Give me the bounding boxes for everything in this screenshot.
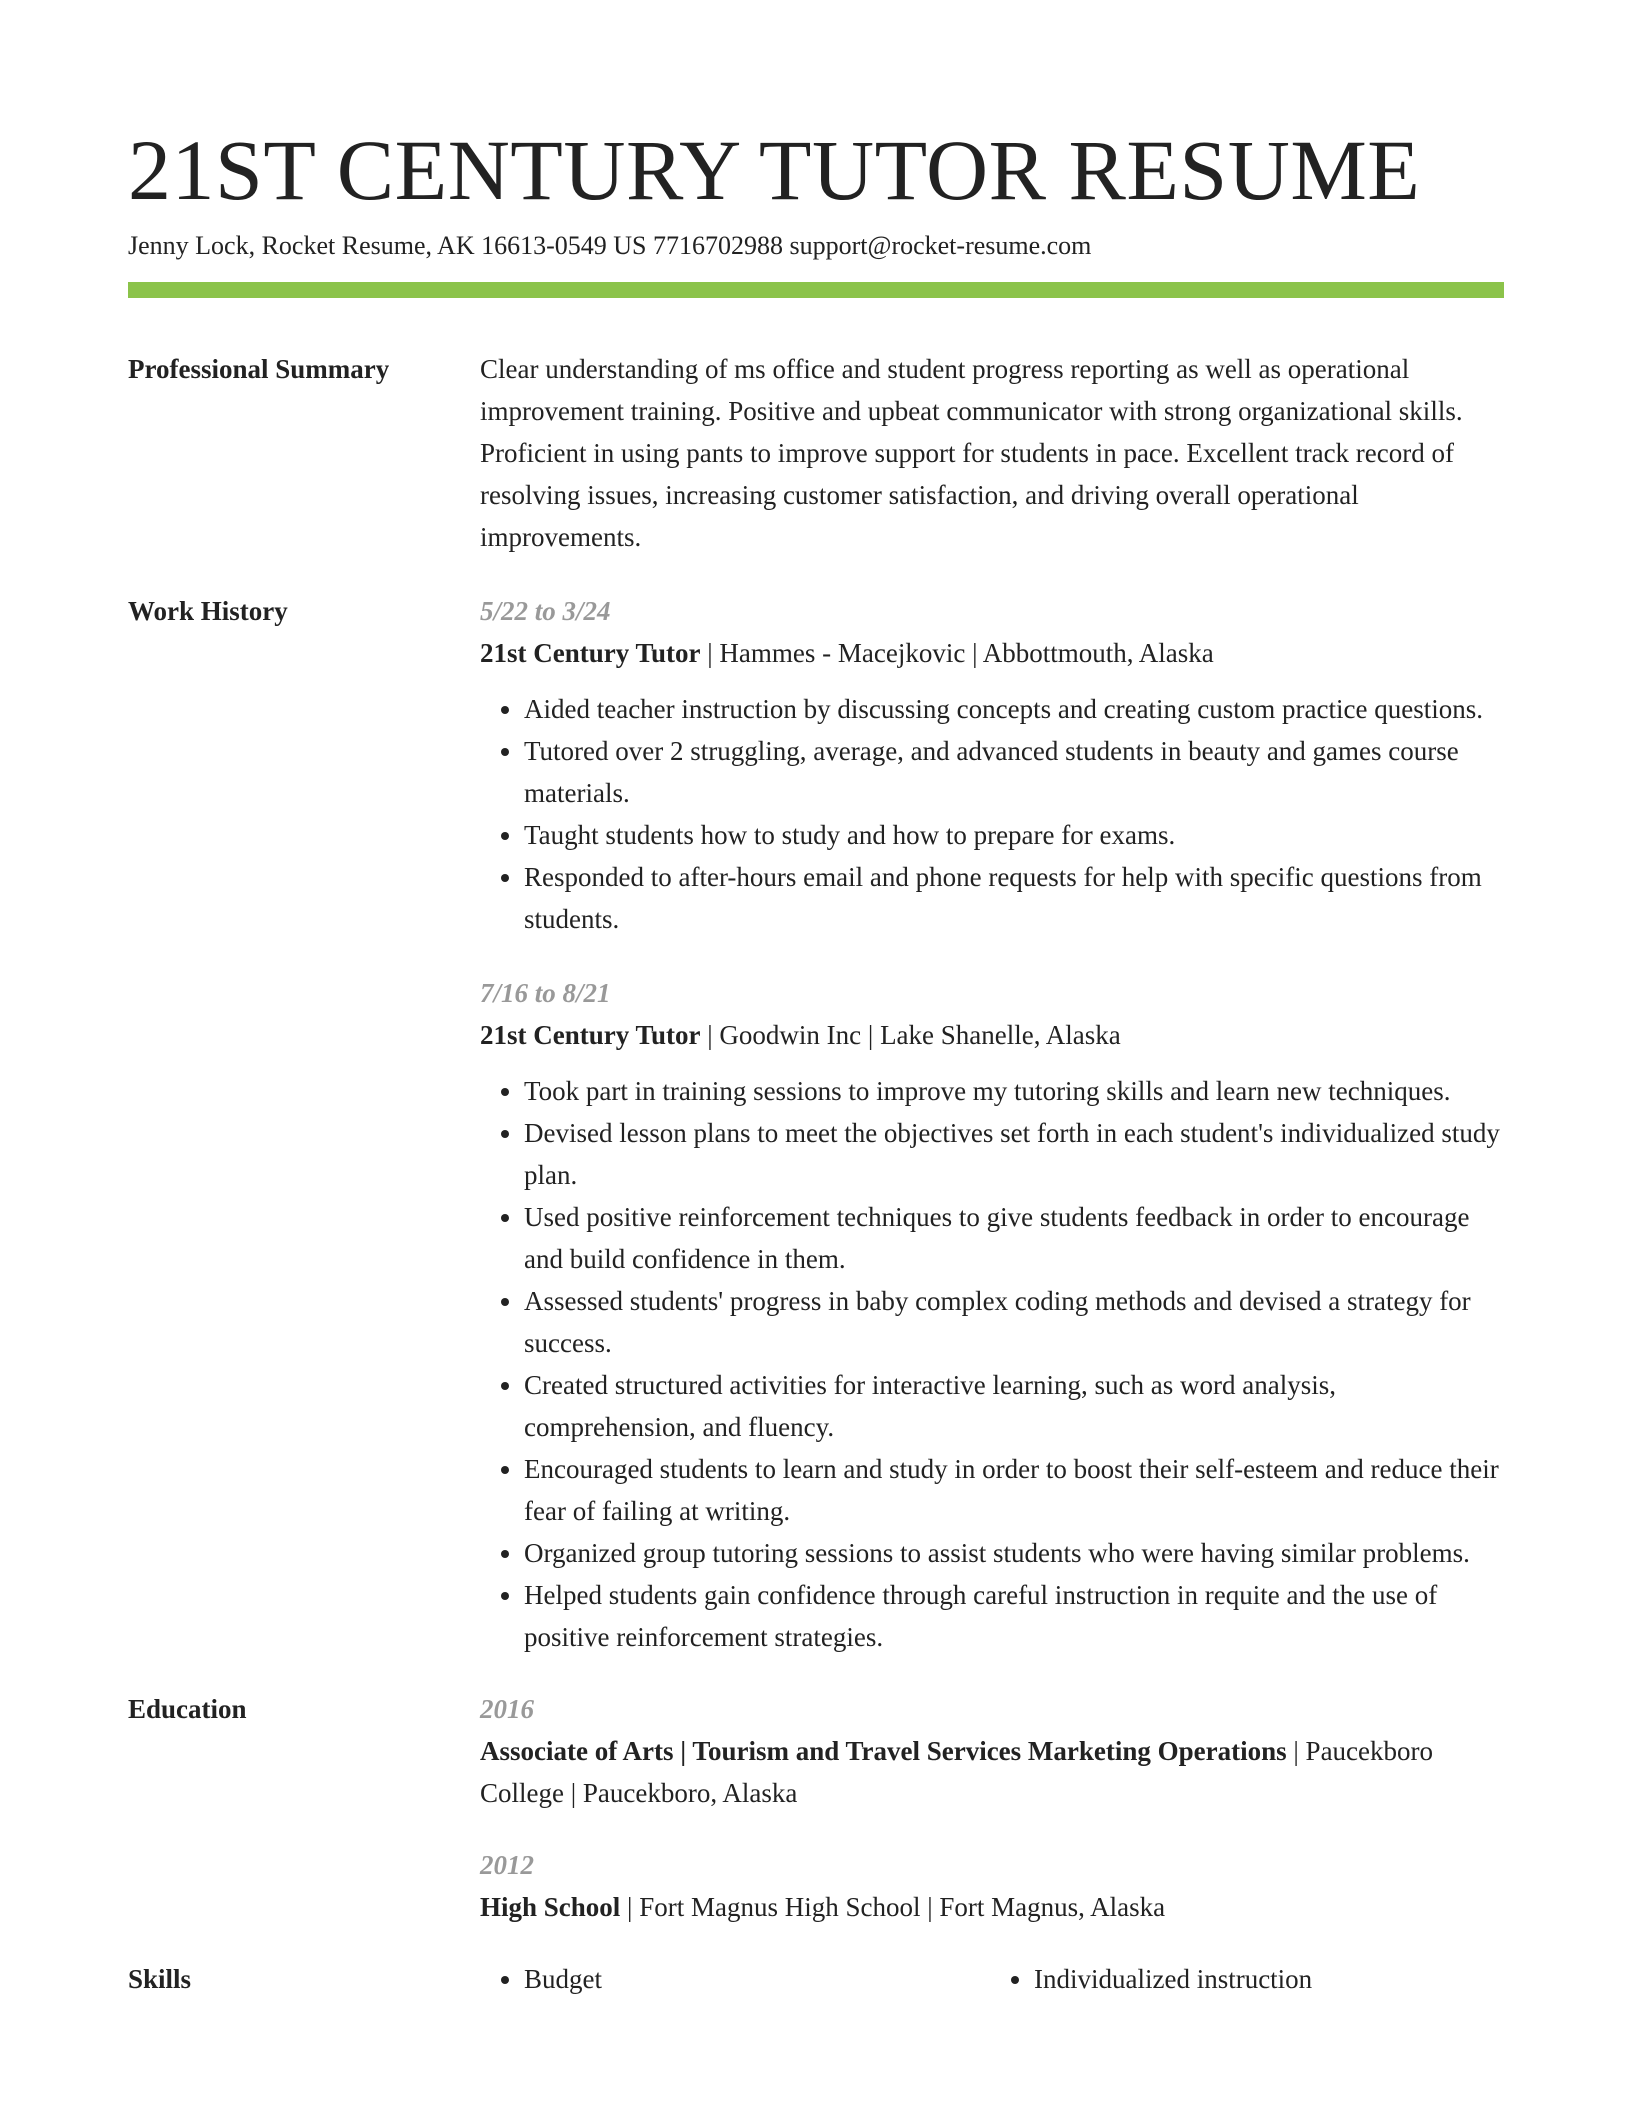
skills-section: [128, 1958, 1504, 2000]
job-bullet: • Aided teacher instruction by discussing concepts and creating custom practice questions.: [524, 688, 1504, 730]
job-dates: 5/22 to 3/24: [480, 596, 611, 626]
job-heading: [480, 1014, 1504, 1056]
job-bullets: [480, 1070, 1504, 1658]
job-details: | Hammes - Macejkovic | Abbottmouth, Alaska: [700, 638, 1214, 668]
skill-item: • Individualized instruction: [1034, 1958, 1504, 2000]
job-bullet: • Encouraged students to learn and study in order to boost their self-esteem and reduce their fear of failing at writing.: [524, 1448, 1504, 1532]
resume-page: [128, 120, 1504, 2000]
skills-label: Skills: [128, 1964, 192, 1994]
job-bullet: • Devised lesson plans to meet the objectives set forth in each student's individualized study plan.: [524, 1112, 1504, 1196]
resume-title: 21ST CENTURY TUTOR RESUME: [128, 122, 1421, 218]
skills-list: [480, 1958, 1504, 2000]
accent-rule: [128, 282, 1504, 298]
education-heading: [480, 1886, 1504, 1928]
job-bullet: • Responded to after-hours email and phone requests for help with specific questions from students.: [524, 856, 1504, 940]
job-bullets: [480, 688, 1504, 940]
job-bullet: • Assessed students' progress in baby complex coding methods and devised a strategy for success.: [524, 1280, 1504, 1364]
education-entry: [480, 1688, 1504, 1814]
contact-line: Jenny Lock, Rocket Resume, AK 16613-0549 US 7716702988 support@rocket-resume.com: [128, 231, 1092, 260]
job-bullet: • Tutored over 2 struggling, average, and advanced students in beauty and games course materials.: [524, 730, 1504, 814]
job-bullet: • Used positive reinforcement techniques to give students feedback in order to encourage and build confidence in them.: [524, 1196, 1504, 1280]
education-entry: [480, 1844, 1504, 1928]
work-history-body: [480, 590, 1504, 1658]
education-details: | Fort Magnus High School | Fort Magnus, Alaska: [620, 1892, 1166, 1922]
education-label: Education: [128, 1694, 247, 1724]
job-details: | Goodwin Inc | Lake Shanelle, Alaska: [700, 1020, 1121, 1050]
education-details: | Paucekboro College | Paucekboro, Alaska: [480, 1736, 1434, 1808]
education-degree: High School: [480, 1892, 621, 1922]
summary-section: [128, 348, 1504, 558]
job-bullet: • Taught students how to study and how to prepare for exams.: [524, 814, 1504, 856]
job-role: 21st Century Tutor: [480, 638, 701, 668]
education-year: 2012: [480, 1850, 534, 1880]
skill-item: • Budget: [524, 1958, 994, 2000]
education-heading: [480, 1730, 1504, 1814]
work-history-label: Work History: [128, 596, 288, 626]
job-dates: 7/16 to 8/21: [480, 978, 611, 1008]
skills-body: [480, 1958, 1504, 2000]
job-heading: [480, 632, 1504, 674]
job-entry: [480, 972, 1504, 1658]
work-history-section: [128, 590, 1504, 1658]
job-bullet: • Created structured activities for interactive learning, such as word analysis, comprehension, and fluency.: [524, 1364, 1504, 1448]
education-section: [128, 1688, 1504, 1928]
education-degree: Associate of Arts | Tourism and Travel Services Marketing Operations: [480, 1736, 1287, 1766]
job-bullet: • Organized group tutoring sessions to assist students who were having similar problems.: [524, 1532, 1504, 1574]
job-bullet: • Helped students gain confidence through careful instruction in requite and the use of positive reinforcement strategies.: [524, 1574, 1504, 1658]
education-year: 2016: [480, 1694, 534, 1724]
summary-label: Professional Summary: [128, 354, 390, 384]
summary-text: Clear understanding of ms office and student progress reporting as well as operational improvement training. Positive and upbeat communicator with strong organizational skills. Proficient in using pants to improve support for students in pace. Excellent track record of resolving issues, increasing customer satisfaction, and driving overall operational improvements.: [480, 354, 1463, 552]
job-entry: [480, 590, 1504, 940]
job-bullet: • Took part in training sessions to improve my tutoring skills and learn new techniques.: [524, 1070, 1504, 1112]
education-body: [480, 1688, 1504, 1928]
job-role: 21st Century Tutor: [480, 1020, 701, 1050]
